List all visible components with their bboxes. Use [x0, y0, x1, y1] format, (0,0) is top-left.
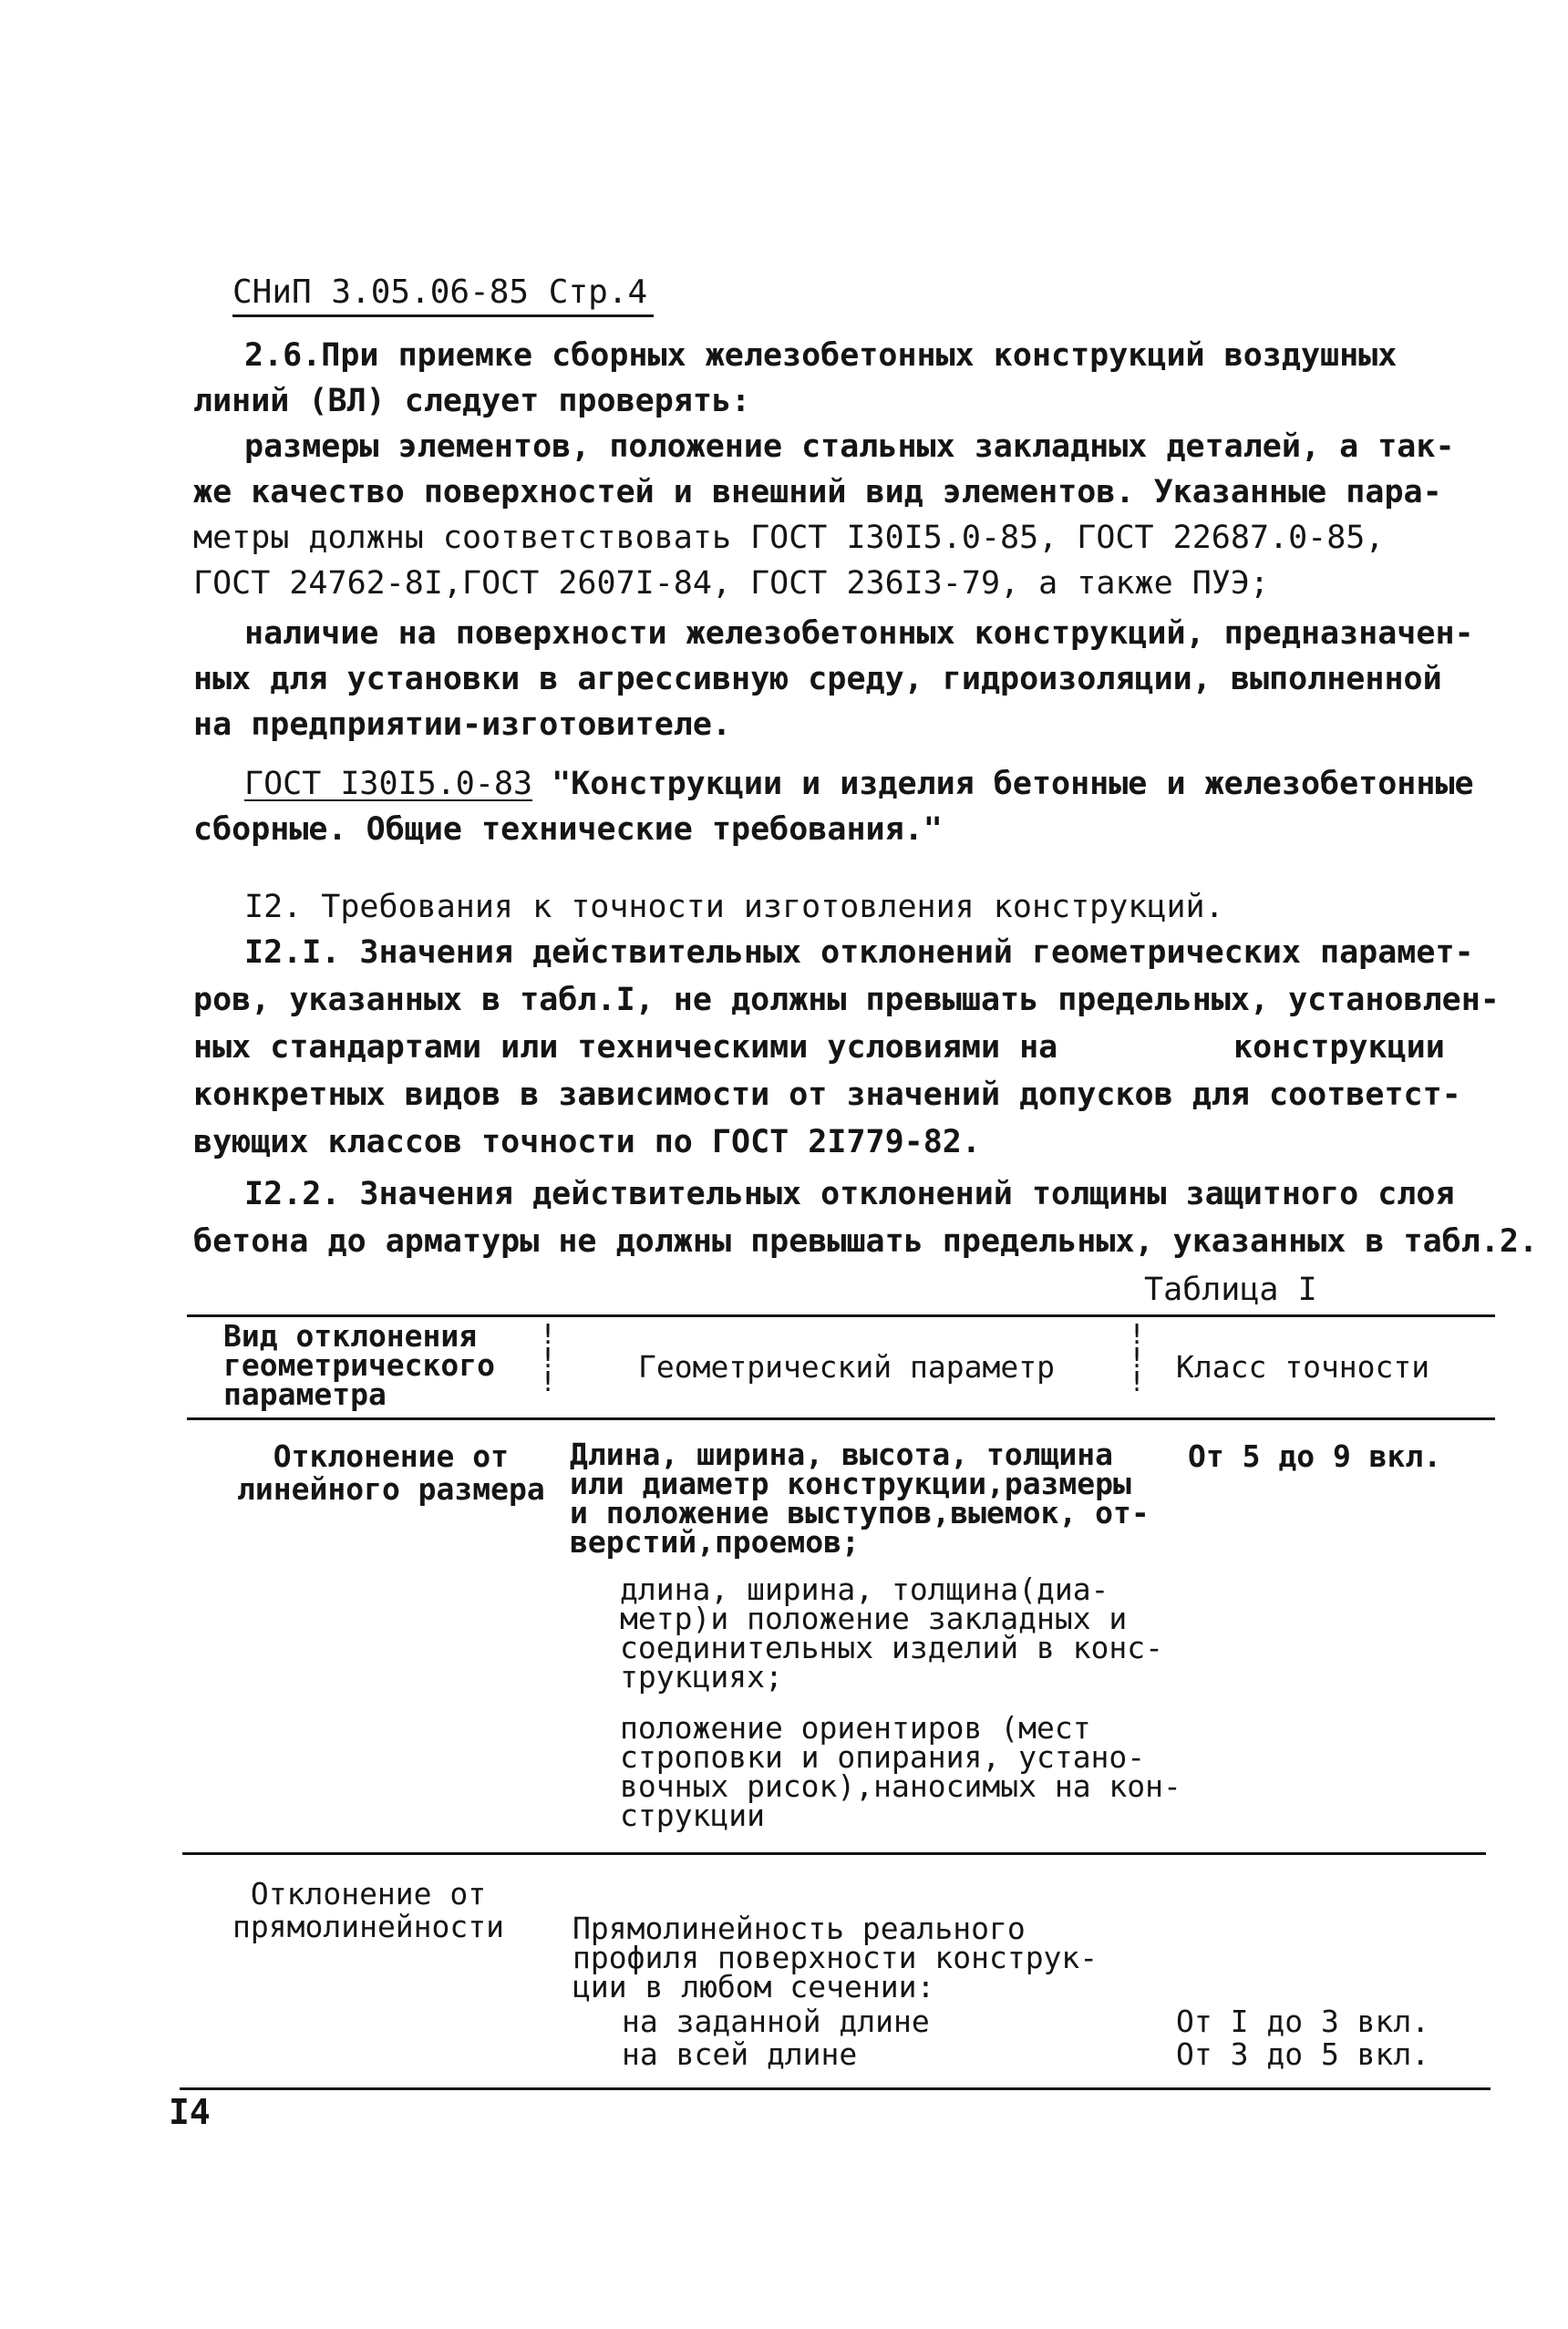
table-cell-type: Отклонение от линейного размера [237, 1438, 545, 1507]
table-cell-type: Отклонение от прямолинейности [232, 1876, 505, 1944]
paragraph-line: бетона до арматуры не должны превышать предельных, указанных в табл.2. [193, 1223, 1539, 1260]
paragraph-line: ГОСТ 24762-8I,ГОСТ 2607I-84, ГОСТ 236I3-79, а также ПУЭ; [193, 565, 1270, 602]
table-cell-parameter: Длина, ширина, высота, толщина или диаметр конструкции,размеры и положение выступов,выемок, от- верстий,проемов; [570, 1437, 1150, 1560]
paragraph-line: же качество поверхностей и внешний вид элементов. Указанные пара- [193, 474, 1442, 510]
table-cell-parameter: длина, ширина, толщина(диа- метр)и положение закладных и соединительных изделий в конс- трукциях; [620, 1572, 1164, 1695]
table-cell-accuracy: От I до 3 вкл. [1176, 2004, 1430, 2039]
paragraph-line: линий (ВЛ) следует проверять: [193, 383, 751, 419]
paragraph-line: на предприятии-изготовителе. [193, 706, 732, 743]
paragraph-line: I2.I. Значения действительных отклонений геометрических парамет- [244, 934, 1474, 971]
paragraph-line: ров, указанных в табл.I, не должны превышать предельных, установлен- [193, 982, 1500, 1018]
table-header-parameter: Геометрический параметр [638, 1349, 1055, 1385]
table-cell-subitem: на заданной длине [622, 2004, 930, 2039]
header-underline [232, 314, 654, 317]
paragraph-line: ных стандартами или техническими условиями на [193, 1029, 1058, 1066]
table-header-type: Вид отклонения геометрического параметра [223, 1318, 496, 1412]
table-cell-subitem: на всей длине [622, 2036, 858, 2072]
column-separator: ! ! ! [540, 1319, 557, 1398]
table-header-rule [187, 1417, 1495, 1420]
table-cell-parameter: положение ориентиров (мест строповки и опирания, устано- вочных рисок),наносимых на кон- струкции [620, 1710, 1181, 1833]
paragraph-line: конструкции [1233, 1029, 1445, 1066]
table-row-rule [182, 1852, 1486, 1855]
table-cell-accuracy: От 3 до 5 вкл. [1176, 2036, 1430, 2072]
paragraph-line: метры должны соответствовать ГОСТ I30I5.0-85, ГОСТ 22687.0-85, [193, 520, 1385, 556]
table-caption: Таблица I [1144, 1272, 1317, 1308]
paragraph-line: 2.6.При приемке сборных железобетонных конструкций воздушных [244, 337, 1398, 374]
page-number: I4 [169, 2092, 211, 2132]
gost-reference-line [244, 761, 1474, 807]
table-bottom-rule [180, 2087, 1491, 2090]
paragraph-line: вующих классов точности по ГОСТ 2I779-82. [193, 1124, 981, 1160]
table-top-rule [187, 1314, 1495, 1317]
paragraph-line: наличие на поверхности железобетонных конструкций, предназначен- [244, 615, 1474, 652]
gost-title: "Конструкции и изделия бетонные и железобетонные [532, 766, 1474, 802]
paragraph-line: сборные. Общие технические требования." [193, 811, 943, 848]
section-heading: I2. Требования к точности изготовления конструкций. [244, 889, 1224, 925]
column-separator: ! ! ! [1129, 1319, 1146, 1398]
table-cell-parameter: Прямолинейность реального профиля поверхности конструк- ции в любом сечении: [573, 1911, 1099, 2004]
paragraph-line: ных для установки в агрессивную среду, гидроизоляции, выполненной [193, 661, 1442, 697]
table-cell-accuracy: От 5 до 9 вкл. [1188, 1438, 1442, 1474]
table-header-accuracy: Класс точности [1176, 1349, 1430, 1385]
gost-reference: ГОСТ I30I5.0-83 [244, 766, 533, 802]
paragraph-line: I2.2. Значения действительных отклонений толщины защитного слоя [244, 1176, 1455, 1212]
paragraph-line: конкретных видов в зависимости от значений допусков для соответст- [193, 1077, 1461, 1113]
paragraph-line: размеры элементов, положение стальных закладных деталей, а так- [244, 428, 1455, 465]
document-header: СНиП 3.05.06-85 Стр.4 [232, 273, 648, 311]
